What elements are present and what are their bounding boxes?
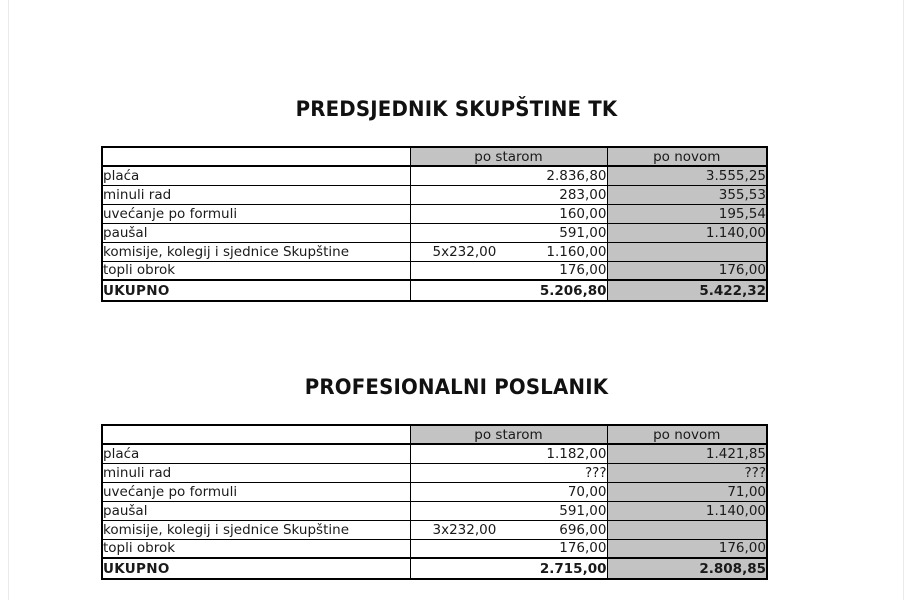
column-header-label bbox=[102, 147, 410, 166]
cell-value-old bbox=[410, 444, 607, 463]
table-row bbox=[102, 539, 767, 558]
cell-multiplier-note: 3x232,00 bbox=[432, 521, 497, 538]
cell-old-amount: 176,00 bbox=[559, 540, 607, 557]
table-header-row bbox=[102, 425, 767, 444]
row-label-total: UKUPNO bbox=[102, 280, 410, 301]
table-row bbox=[102, 261, 767, 280]
cell-value-old bbox=[410, 261, 607, 280]
table-container-2 bbox=[101, 424, 766, 580]
cell-value-old bbox=[410, 185, 607, 204]
cell-value-old bbox=[410, 520, 607, 539]
table-total-row bbox=[102, 558, 767, 579]
cell-value-new: 3.555,25 bbox=[607, 166, 767, 185]
cell-value-new bbox=[607, 242, 767, 261]
row-label: paušal bbox=[102, 223, 410, 242]
table-row bbox=[102, 501, 767, 520]
table-row bbox=[102, 463, 767, 482]
cell-old-amount: 2.836,80 bbox=[546, 167, 607, 184]
cell-value-new: 355,53 bbox=[607, 185, 767, 204]
cell-old-amount: 591,00 bbox=[559, 502, 607, 519]
cell-value-new: 1.421,85 bbox=[607, 444, 767, 463]
row-label: plaća bbox=[102, 444, 410, 463]
cell-value-old bbox=[410, 501, 607, 520]
cell-value-old bbox=[410, 242, 607, 261]
table-container-1 bbox=[101, 146, 766, 302]
cell-value-new: ??? bbox=[607, 463, 767, 482]
cell-value-old bbox=[410, 166, 607, 185]
row-label: minuli rad bbox=[102, 463, 410, 482]
cell-value-old bbox=[410, 223, 607, 242]
row-label: topli obrok bbox=[102, 539, 410, 558]
table-row bbox=[102, 204, 767, 223]
row-label: uvećanje po formuli bbox=[102, 482, 410, 501]
cell-multiplier-note: 5x232,00 bbox=[432, 243, 497, 260]
cell-old-amount: 160,00 bbox=[559, 205, 607, 222]
cell-value-old bbox=[410, 482, 607, 501]
table-body-2 bbox=[102, 425, 767, 579]
salary-block-predsjednik bbox=[0, 96, 913, 299]
cell-value-new: 176,00 bbox=[607, 261, 767, 280]
column-header-new: po novom bbox=[607, 425, 767, 444]
row-label: komisije, kolegij i sjednice Skupštine bbox=[102, 520, 410, 539]
row-label-total: UKUPNO bbox=[102, 558, 410, 579]
page-edge-right-guide bbox=[903, 0, 904, 600]
cell-value-old bbox=[410, 539, 607, 558]
cell-value-new: 1.140,00 bbox=[607, 501, 767, 520]
cell-old-amount: 696,00 bbox=[559, 521, 607, 538]
table-row bbox=[102, 185, 767, 204]
cell-value-new: 176,00 bbox=[607, 539, 767, 558]
table-row bbox=[102, 520, 767, 539]
row-label: paušal bbox=[102, 501, 410, 520]
salary-table-2 bbox=[101, 424, 768, 580]
table-row bbox=[102, 242, 767, 261]
table-title-1: PREDSJEDNIK SKUPŠTINE TK bbox=[295, 97, 618, 121]
cell-value-new: 195,54 bbox=[607, 204, 767, 223]
cell-value-new bbox=[607, 520, 767, 539]
cell-value-new: 1.140,00 bbox=[607, 223, 767, 242]
salary-table-1 bbox=[101, 146, 768, 302]
table-row bbox=[102, 444, 767, 463]
cell-old-amount: 1.182,00 bbox=[546, 445, 607, 462]
table-total-row bbox=[102, 280, 767, 301]
column-header-label bbox=[102, 425, 410, 444]
table-row bbox=[102, 223, 767, 242]
cell-old-amount: 70,00 bbox=[567, 483, 607, 500]
row-label: uvećanje po formuli bbox=[102, 204, 410, 223]
salary-block-poslanik bbox=[0, 374, 913, 577]
table-body-1 bbox=[102, 147, 767, 301]
cell-value-new: 5.422,32 bbox=[607, 280, 767, 301]
cell-value-old bbox=[410, 558, 607, 579]
cell-value-new: 2.808,85 bbox=[607, 558, 767, 579]
cell-old-amount: 591,00 bbox=[559, 224, 607, 241]
cell-old-amount: 2.715,00 bbox=[539, 560, 607, 577]
row-label: plaća bbox=[102, 166, 410, 185]
table-title-2: PROFESIONALNI POSLANIK bbox=[304, 375, 609, 399]
row-label: komisije, kolegij i sjednice Skupštine bbox=[102, 242, 410, 261]
table-row bbox=[102, 166, 767, 185]
row-label: topli obrok bbox=[102, 261, 410, 280]
cell-value-old bbox=[410, 463, 607, 482]
cell-old-amount: 176,00 bbox=[559, 262, 607, 279]
cell-value-old bbox=[410, 280, 607, 301]
cell-old-amount: 1.160,00 bbox=[546, 243, 607, 260]
cell-value-old bbox=[410, 204, 607, 223]
column-header-new: po novom bbox=[607, 147, 767, 166]
cell-old-amount: 283,00 bbox=[559, 186, 607, 203]
cell-old-amount: ??? bbox=[585, 464, 607, 481]
column-header-old: po starom bbox=[410, 147, 607, 166]
page-edge-left-guide bbox=[8, 0, 9, 600]
table-header-row bbox=[102, 147, 767, 166]
row-label: minuli rad bbox=[102, 185, 410, 204]
cell-value-new: 71,00 bbox=[607, 482, 767, 501]
cell-old-amount: 5.206,80 bbox=[539, 282, 607, 299]
column-header-old: po starom bbox=[410, 425, 607, 444]
table-row bbox=[102, 482, 767, 501]
